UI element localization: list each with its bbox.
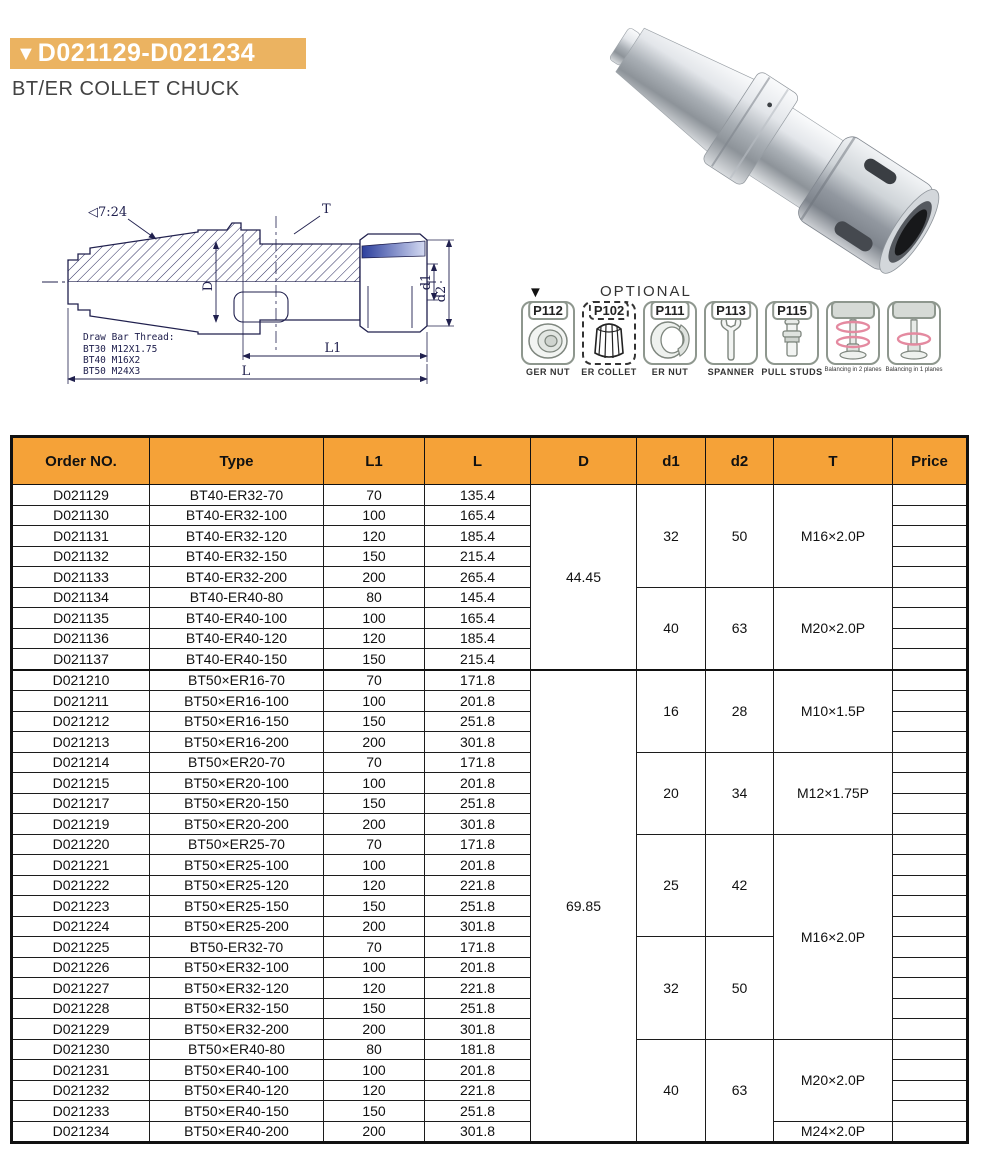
- header-d2: d2: [706, 437, 774, 485]
- price-cell: [893, 834, 968, 855]
- d1-merged-cell: 40: [637, 1039, 706, 1143]
- d1-merged-cell: 32: [637, 937, 706, 1040]
- price-cell: [893, 896, 968, 917]
- type-cell: BT50×ER16-100: [150, 691, 324, 712]
- l-cell: 221.8: [425, 1080, 531, 1101]
- l1-cell: 120: [324, 526, 425, 547]
- optional-label: OPTIONAL: [600, 283, 692, 300]
- type-cell: BT50×ER25-100: [150, 855, 324, 876]
- l-cell: 135.4: [425, 485, 531, 506]
- note-line-1: Draw Bar Thread:: [83, 332, 175, 343]
- l-cell: 171.8: [425, 937, 531, 958]
- t-leader: [294, 216, 320, 234]
- order-cell: D021225: [12, 937, 150, 958]
- l1-cell: 80: [324, 587, 425, 608]
- price-cell: [893, 1060, 968, 1081]
- order-cell: D021231: [12, 1060, 150, 1081]
- d2-dim-label: d2: [434, 285, 449, 303]
- accessory-card-balancing-1: [887, 301, 941, 365]
- price-cell: [893, 978, 968, 999]
- price-cell: [893, 546, 968, 567]
- l-cell: 221.8: [425, 875, 531, 896]
- l1-cell: 80: [324, 1039, 425, 1060]
- type-cell: BT50×ER40-80: [150, 1039, 324, 1060]
- type-cell: BT50×ER40-100: [150, 1060, 324, 1081]
- type-cell: BT40-ER40-80: [150, 587, 324, 608]
- l-cell: 201.8: [425, 773, 531, 794]
- accessory-caption-p113: SPANNER: [707, 367, 755, 377]
- l-cell: 251.8: [425, 998, 531, 1019]
- price-cell: [893, 567, 968, 588]
- price-cell: [893, 587, 968, 608]
- t-merged-cell: M24×2.0P: [774, 1121, 893, 1143]
- price-cell: [893, 875, 968, 896]
- note-line-2: BT30 M12X1.75: [83, 344, 158, 355]
- l1-cell: 150: [324, 649, 425, 670]
- accessory-caption-balancing-2: Balancing in 2 planes: [824, 367, 882, 373]
- order-cell: D021223: [12, 896, 150, 917]
- l-cell: 201.8: [425, 1060, 531, 1081]
- type-cell: BT40-ER40-120: [150, 628, 324, 649]
- d1-merged-cell: 32: [637, 485, 706, 588]
- table-row: [12, 587, 968, 608]
- l1-cell: 70: [324, 937, 425, 958]
- price-cell: [893, 526, 968, 547]
- t-merged-cell: M16×2.0P: [774, 485, 893, 588]
- order-cell: D021220: [12, 834, 150, 855]
- spec-table: [10, 435, 969, 1144]
- accessory-balancing-1: [886, 301, 942, 377]
- price-cell: [893, 732, 968, 753]
- accessory-code-p115: P115: [772, 301, 812, 320]
- optional-marker-icon: ▼: [528, 284, 543, 301]
- product-photo: [552, 12, 964, 280]
- type-cell: BT40-ER32-150: [150, 546, 324, 567]
- order-cell: D021214: [12, 752, 150, 773]
- order-cell: D021217: [12, 793, 150, 814]
- order-cell: D021132: [12, 546, 150, 567]
- l1-cell: 70: [324, 834, 425, 855]
- header-d: D: [531, 437, 637, 485]
- d2-merged-cell: 28: [706, 670, 774, 753]
- accessory-card-p111: [643, 301, 697, 365]
- l-cell: 171.8: [425, 670, 531, 691]
- page-title: D021129-D021234: [37, 39, 256, 67]
- l-cell: 265.4: [425, 567, 531, 588]
- technical-drawing: [28, 182, 460, 400]
- t-merged-cell: M12×1.75P: [774, 752, 893, 834]
- type-cell: BT50×ER20-150: [150, 793, 324, 814]
- spec-table-body: [12, 485, 968, 1143]
- table-row: [12, 1039, 968, 1060]
- table-row: [12, 1121, 968, 1143]
- l-cell: 301.8: [425, 814, 531, 835]
- order-cell: D021131: [12, 526, 150, 547]
- type-cell: BT40-ER32-200: [150, 567, 324, 588]
- l1-cell: 100: [324, 773, 425, 794]
- l-cell: 171.8: [425, 752, 531, 773]
- table-row: [12, 752, 968, 773]
- type-cell: BT50×ER25-150: [150, 896, 324, 917]
- taper-label: ◁7:24: [88, 205, 128, 220]
- order-cell: D021222: [12, 875, 150, 896]
- balancing-2-planes-icon: [830, 315, 876, 361]
- d2-merged-cell: 63: [706, 587, 774, 670]
- type-cell: BT40-ER40-100: [150, 608, 324, 629]
- type-cell: BT50×ER16-150: [150, 711, 324, 732]
- order-cell: D021228: [12, 998, 150, 1019]
- order-cell: D021221: [12, 855, 150, 876]
- accessory-caption-p112: GER NUT: [526, 367, 570, 377]
- d-merged-cell: 44.45: [531, 485, 637, 670]
- order-cell: D021232: [12, 1080, 150, 1101]
- table-row: [12, 485, 968, 506]
- type-cell: BT50×ER40-200: [150, 1121, 324, 1143]
- header-type: Type: [150, 437, 324, 485]
- accessory-balancing-2: [825, 301, 881, 377]
- d2-merged-cell: 50: [706, 485, 774, 588]
- accessory-p111: [642, 301, 698, 377]
- order-cell: D021230: [12, 1039, 150, 1060]
- l-cell: 301.8: [425, 1121, 531, 1143]
- price-cell: [893, 998, 968, 1019]
- accessory-p112: [520, 301, 576, 377]
- l-cell: 165.4: [425, 505, 531, 526]
- optional-cards: [520, 301, 942, 377]
- type-cell: BT50×ER25-70: [150, 834, 324, 855]
- type-cell: BT50×ER25-120: [150, 875, 324, 896]
- type-cell: BT50×ER32-200: [150, 1019, 324, 1040]
- price-cell: [893, 485, 968, 506]
- price-cell: [893, 855, 968, 876]
- accessory-card-p115: [765, 301, 819, 365]
- er-nut-icon: [648, 319, 692, 361]
- type-cell: BT40-ER40-150: [150, 649, 324, 670]
- note-line-3: BT40 M16X2: [83, 355, 141, 366]
- accessory-card-p112: [521, 301, 575, 365]
- price-cell: [893, 608, 968, 629]
- t-merged-cell: M20×2.0P: [774, 1039, 893, 1121]
- accessory-caption-balancing-1: Balancing in 1 planes: [885, 367, 943, 373]
- drawing-svg: [28, 182, 460, 400]
- order-cell: D021211: [12, 691, 150, 712]
- type-cell: BT50×ER25-200: [150, 916, 324, 937]
- l1-cell: 200: [324, 916, 425, 937]
- price-cell: [893, 752, 968, 773]
- price-cell: [893, 1101, 968, 1122]
- type-cell: BT40-ER32-120: [150, 526, 324, 547]
- price-cell: [893, 957, 968, 978]
- price-cell: [893, 793, 968, 814]
- header-t: T: [774, 437, 893, 485]
- accessory-code-p111: P111: [651, 301, 690, 320]
- t-label: T: [322, 202, 331, 217]
- accessory-caption-p111: ER NUT: [651, 367, 689, 377]
- l-cell: 165.4: [425, 608, 531, 629]
- product-photo-svg: [552, 12, 964, 280]
- accessory-code-balancing-1: [892, 301, 936, 319]
- d2-merged-cell: 50: [706, 937, 774, 1040]
- l1-cell: 100: [324, 855, 425, 876]
- l-cell: 201.8: [425, 691, 531, 712]
- l-cell: 221.8: [425, 978, 531, 999]
- price-cell: [893, 1080, 968, 1101]
- price-cell: [893, 773, 968, 794]
- note-line-4: BT50 M24X3: [83, 366, 141, 377]
- order-cell: D021137: [12, 649, 150, 670]
- type-cell: BT50×ER32-120: [150, 978, 324, 999]
- type-cell: BT50×ER40-120: [150, 1080, 324, 1101]
- price-cell: [893, 937, 968, 958]
- order-cell: D021229: [12, 1019, 150, 1040]
- order-cell: D021210: [12, 670, 150, 691]
- l-cell: 145.4: [425, 587, 531, 608]
- order-cell: D021213: [12, 732, 150, 753]
- price-cell: [893, 1039, 968, 1060]
- l1-cell: 150: [324, 896, 425, 917]
- order-cell: D021130: [12, 505, 150, 526]
- l-cell: 181.8: [425, 1039, 531, 1060]
- d1-dim-label: d1: [419, 273, 434, 291]
- l1-cell: 150: [324, 546, 425, 567]
- type-cell: BT50×ER32-100: [150, 957, 324, 978]
- type-cell: BT50×ER20-200: [150, 814, 324, 835]
- price-cell: [893, 670, 968, 691]
- price-cell: [893, 814, 968, 835]
- header-l1: L1: [324, 437, 425, 485]
- type-cell: BT50×ER20-100: [150, 773, 324, 794]
- accessory-caption-p115: PULL STUDS: [761, 367, 823, 377]
- table-header-row: [12, 437, 968, 485]
- type-cell: BT50×ER16-70: [150, 670, 324, 691]
- l-cell: 251.8: [425, 1101, 531, 1122]
- order-cell: D021227: [12, 978, 150, 999]
- accessory-caption-p102: ER COLLET: [581, 367, 637, 377]
- page-subtitle: BT/ER COLLET CHUCK: [12, 78, 240, 100]
- order-cell: D021134: [12, 587, 150, 608]
- l1-cell: 120: [324, 978, 425, 999]
- accessory-card-p102: [582, 301, 636, 365]
- order-cell: D021226: [12, 957, 150, 978]
- header-d1: d1: [637, 437, 706, 485]
- order-cell: D021224: [12, 916, 150, 937]
- type-cell: BT50-ER32-70: [150, 937, 324, 958]
- l1-cell: 120: [324, 1080, 425, 1101]
- banner-triangle-icon: ▼: [16, 42, 36, 65]
- order-cell: D021219: [12, 814, 150, 835]
- l1-cell: 200: [324, 732, 425, 753]
- d-merged-cell: 69.85: [531, 670, 637, 1143]
- l-cell: 185.4: [425, 526, 531, 547]
- l1-cell: 100: [324, 505, 425, 526]
- d1-merged-cell: 16: [637, 670, 706, 753]
- l1-cell: 200: [324, 1019, 425, 1040]
- l-cell: 301.8: [425, 732, 531, 753]
- accessory-card-balancing-2: [826, 301, 880, 365]
- price-cell: [893, 505, 968, 526]
- l1-cell: 120: [324, 628, 425, 649]
- l1-cell: 150: [324, 998, 425, 1019]
- d1-merged-cell: 25: [637, 834, 706, 937]
- accessory-code-p113: P113: [711, 301, 751, 320]
- t-merged-cell: M16×2.0P: [774, 834, 893, 1039]
- type-cell: BT50×ER20-70: [150, 752, 324, 773]
- accessory-code-balancing-2: [831, 301, 875, 319]
- balancing-1-planes-icon: [891, 315, 937, 361]
- l-cell: 215.4: [425, 546, 531, 567]
- body-section-upper: [68, 223, 360, 282]
- type-cell: BT40-ER32-70: [150, 485, 324, 506]
- l1-cell: 100: [324, 957, 425, 978]
- header-order-no: Order NO.: [12, 437, 150, 485]
- accessory-card-p113: [704, 301, 758, 365]
- l1-cell: 70: [324, 485, 425, 506]
- d2-merged-cell: 42: [706, 834, 774, 937]
- order-cell: D021133: [12, 567, 150, 588]
- l-cell: 171.8: [425, 834, 531, 855]
- price-cell: [893, 711, 968, 732]
- header-l: L: [425, 437, 531, 485]
- price-cell: [893, 1019, 968, 1040]
- price-cell: [893, 649, 968, 670]
- table-row: [12, 670, 968, 691]
- accessory-code-p112: P112: [528, 301, 568, 320]
- l-dim-label: L: [241, 364, 251, 379]
- order-cell: D021136: [12, 628, 150, 649]
- accessory-p113: [703, 301, 759, 377]
- order-cell: D021212: [12, 711, 150, 732]
- d2-merged-cell: 34: [706, 752, 774, 834]
- order-cell: D021215: [12, 773, 150, 794]
- header-price: Price: [893, 437, 968, 485]
- d2-merged-cell: 63: [706, 1039, 774, 1143]
- d1-merged-cell: 20: [637, 752, 706, 834]
- accessory-p115: [761, 301, 823, 377]
- l1-cell: 100: [324, 1060, 425, 1081]
- price-cell: [893, 916, 968, 937]
- l1-cell: 100: [324, 608, 425, 629]
- l1-cell: 200: [324, 1121, 425, 1143]
- l1-cell: 120: [324, 875, 425, 896]
- l-cell: 201.8: [425, 957, 531, 978]
- order-cell: D021135: [12, 608, 150, 629]
- accessory-code-p102: P102: [589, 301, 629, 320]
- l1-cell: 100: [324, 691, 425, 712]
- l1-cell: 150: [324, 711, 425, 732]
- type-cell: BT50×ER16-200: [150, 732, 324, 753]
- l1-cell: 200: [324, 567, 425, 588]
- accessory-p102: [581, 301, 637, 377]
- l1-cell: 150: [324, 793, 425, 814]
- l-cell: 301.8: [425, 1019, 531, 1040]
- title-banner: [10, 38, 306, 69]
- price-cell: [893, 628, 968, 649]
- l1-cell: 150: [324, 1101, 425, 1122]
- l-cell: 251.8: [425, 711, 531, 732]
- type-cell: BT50×ER32-150: [150, 998, 324, 1019]
- er-collet-icon: [589, 319, 629, 361]
- ger-nut-icon: [526, 321, 570, 361]
- price-cell: [893, 1121, 968, 1143]
- price-cell: [893, 691, 968, 712]
- l-cell: 301.8: [425, 916, 531, 937]
- l-cell: 251.8: [425, 793, 531, 814]
- l1-cell: 70: [324, 752, 425, 773]
- l1-cell: 200: [324, 814, 425, 835]
- l1-dim-label: L1: [324, 341, 342, 356]
- pull-studs-icon: [777, 317, 807, 361]
- t-merged-cell: M20×2.0P: [774, 587, 893, 670]
- l-cell: 185.4: [425, 628, 531, 649]
- d-dim-label: D: [201, 280, 216, 292]
- t-merged-cell: M10×1.5P: [774, 670, 893, 753]
- type-cell: BT50×ER40-150: [150, 1101, 324, 1122]
- order-cell: D021233: [12, 1101, 150, 1122]
- d1-merged-cell: 40: [637, 587, 706, 670]
- type-cell: BT40-ER32-100: [150, 505, 324, 526]
- taper-leader: [128, 219, 156, 239]
- l-cell: 251.8: [425, 896, 531, 917]
- spanner-icon: [714, 317, 748, 361]
- l-cell: 201.8: [425, 855, 531, 876]
- order-cell: D021234: [12, 1121, 150, 1143]
- order-cell: D021129: [12, 485, 150, 506]
- table-row: [12, 834, 968, 855]
- l1-cell: 70: [324, 670, 425, 691]
- l-cell: 215.4: [425, 649, 531, 670]
